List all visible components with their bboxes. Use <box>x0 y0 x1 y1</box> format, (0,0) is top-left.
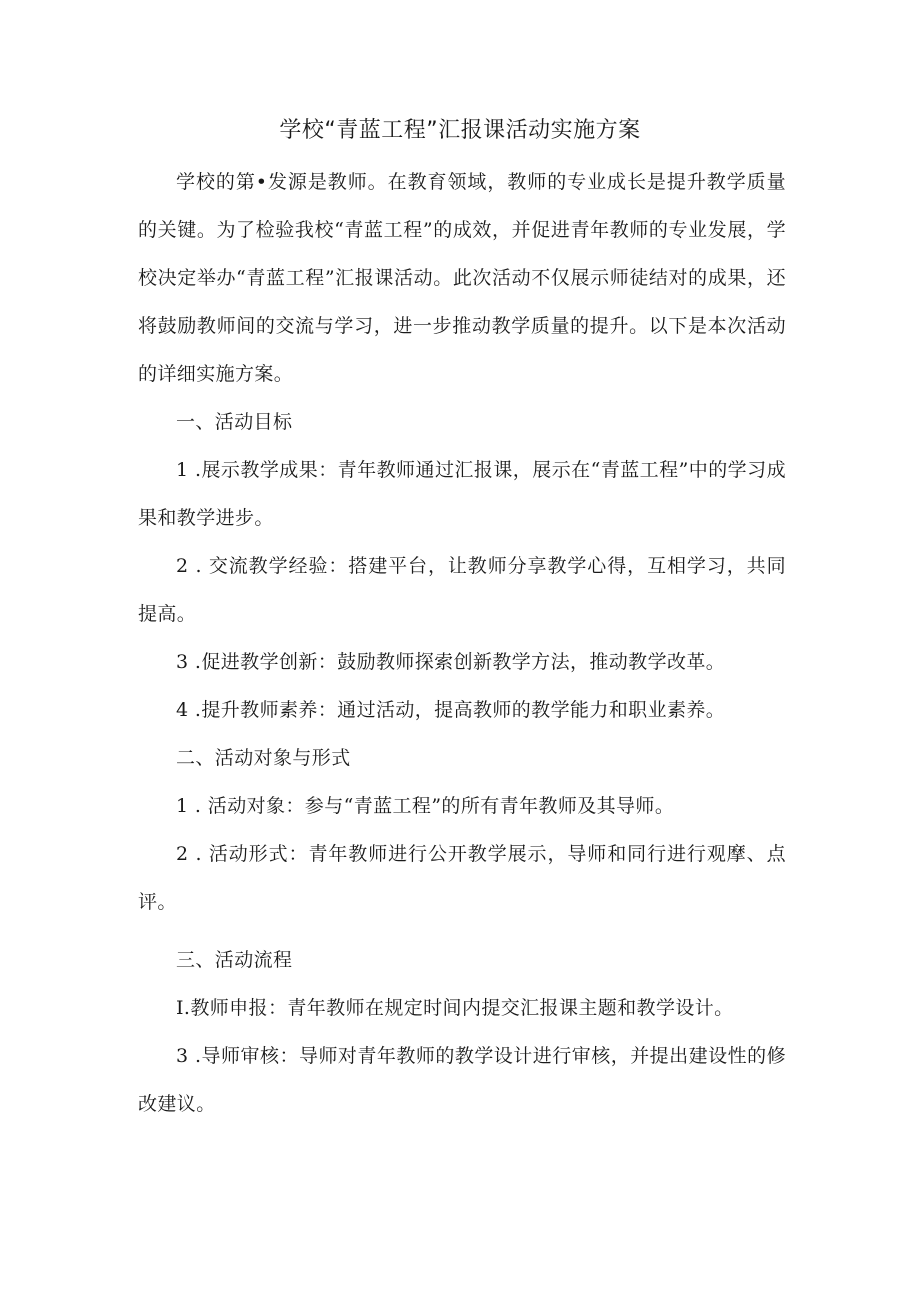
section-heading-goals: 一、活动目标 <box>176 411 293 433</box>
process-item-2: 3 .导师审核：导师对青年教师的教学设计进行审核，并提出建设性的修改建议。 <box>138 1045 786 1115</box>
participant-item-1: 1 . 活动对象：参与“青蓝工程”的所有青年教师及其导师。 <box>176 795 675 817</box>
participant-item-2: 2 . 活动形式：青年教师进行公开教学展示，导师和同行进行观摩、点评。 <box>138 843 786 913</box>
process-item-1: I.教师申报：青年教师在规定时间内提交汇报课主题和教学设计。 <box>176 997 734 1019</box>
goal-item-4: 4 .提升教师素养：通过活动，提高教师的教学能力和职业素养。 <box>176 699 726 721</box>
document-body <box>138 158 786 1128</box>
goal-item-2: 2 . 交流教学经验：搭建平台，让教师分享教学心得，互相学习，共同提高。 <box>138 555 786 625</box>
section-heading-process: 三、活动流程 <box>176 949 293 971</box>
goal-item-3: 3 .促进教学创新：鼓励教师探索创新教学方法，推动教学改革。 <box>176 651 726 673</box>
goal-item-1: 1 .展示教学成果：青年教师通过汇报课，展示在“青蓝工程”中的学习成果和教学进步。 <box>138 459 786 529</box>
intro-paragraph: 学校的第•发源是教师。在教育领域，教师的专业成长是提升教学质量的关键。为了检验我校“青蓝工程”的成效，并促进青年教师的专业发展，学校决定举办“青蓝工程”汇报课活动。此次活动不仅展示师徒结对的成果，还将鼓励教师间的交流与学习，进一步推动教学质量的提升。以下是本次活动的详细实施方案。 <box>138 171 786 385</box>
section-heading-participants: 二、活动对象与形式 <box>176 747 351 769</box>
document-title: 学校“青蓝工程”汇报课活动实施方案 <box>279 118 641 143</box>
